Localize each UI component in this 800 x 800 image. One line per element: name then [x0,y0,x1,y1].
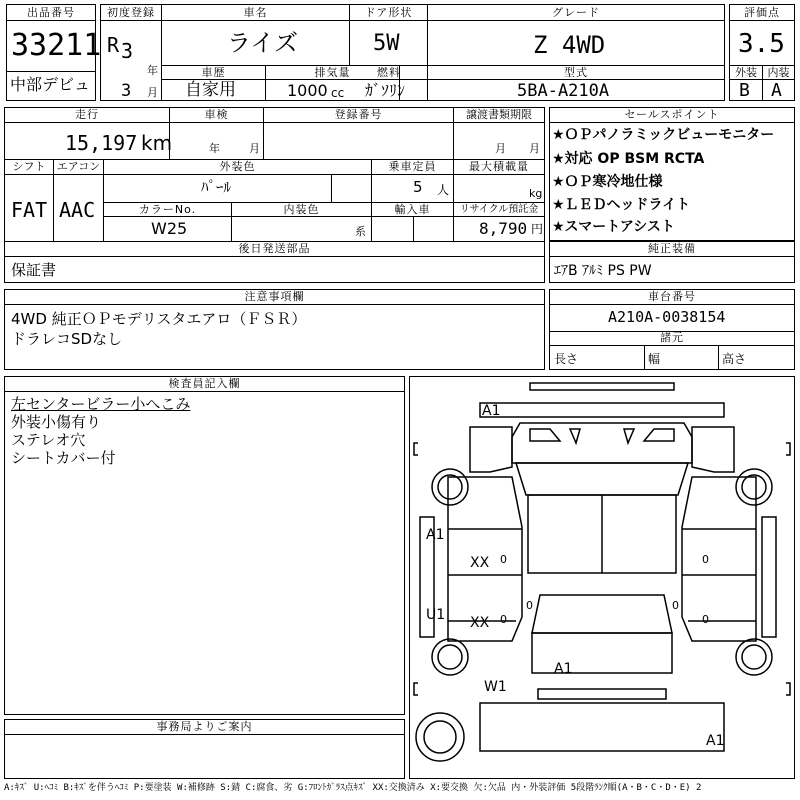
color-no-label: カラーNo. [138,203,197,216]
genuine-equipment-box [549,241,795,283]
recycle-unit: 円 [531,222,544,236]
displacement-value: 1000 [287,81,328,100]
mileage-label: 走行 [75,108,99,121]
mark-a1-front: A1 [482,403,501,419]
chassis-box [549,289,795,370]
bracket-front-left [414,443,418,455]
model-value: 5BA-A210A [517,81,610,101]
ac-value: AAC [59,198,96,222]
sales-point-item: ★ＯＰパノラミックビューモニター [552,127,775,143]
month-unit: 月 [147,86,158,99]
inspector-line: シートカバー付 [11,449,116,467]
chassis-number: A210A-0038154 [608,308,726,326]
front-left-fender [470,427,512,472]
mark-zero: 0 [702,613,709,626]
mark-a1-center: A1 [554,661,573,677]
width-label: 幅 [648,352,661,366]
mark-u1-left: U1 [426,607,446,623]
inspection-year-unit: 年 [209,142,220,155]
wheel-rear-left-inner [438,645,462,669]
rating-label: 評価点 [744,6,780,19]
front-right-fender [692,427,734,472]
rating-value: 3.5 [738,29,785,59]
history-value: 自家用 [185,80,236,100]
office-label: 事務局よりご案内 [156,720,253,733]
fuel-label: 燃料 [377,66,401,79]
capacity-label: 乗車定員 [388,160,437,173]
lot-number-box [6,4,102,101]
mark-zero: 0 [672,599,679,612]
windshield [516,463,688,495]
transfer-label: 譲渡書類期限 [466,108,532,121]
chassis-label: 車台番号 [648,290,696,303]
specs-box [4,107,545,283]
model-label: 型式 [564,66,588,79]
right-body [682,477,756,641]
recycle-label: リサイクル預託金 [459,204,539,215]
right-skirt [762,517,776,637]
history-label: 車歴 [201,66,226,79]
wheel-rear-right-inner [742,645,766,669]
lot-number: 33211 [11,28,102,63]
rear-bumper [538,689,666,699]
displacement-label: 排気量 [314,66,351,79]
recycle-value: 8,790 [479,219,528,238]
capacity-unit: 人 [437,183,450,197]
inspection-label: 車検 [204,108,229,121]
exterior-color-label: 外装色 [219,160,256,173]
tailgate [532,633,672,673]
interior-color-suffix: 系 [355,225,366,238]
later-parts-label: 後日発送部品 [238,242,311,255]
wheel-front-left-inner [438,475,462,499]
interior-color-label: 内装色 [283,203,320,216]
notes-label: 注意事項欄 [244,290,305,303]
sales-point-item: ★ＯＰ寒冷地仕様 [552,174,663,190]
notes-line: ドラレコSDなし [11,330,123,348]
door-value: 5W [373,31,400,56]
year-unit: 年 [147,64,158,77]
headlight-left [530,429,560,441]
car-name-label: 車名 [243,6,268,19]
inspector-line: 外装小傷有り [11,413,102,431]
sales-points-box [549,107,795,241]
notes-line: 4WD 純正ＯＰモデリスタエアロ（ＦＳＲ） [11,310,307,328]
car-diagram [409,376,795,779]
ac-label: エアコン [56,160,101,173]
transfer-month-unit: 月 [495,142,506,155]
grade-label: グレード [552,6,600,19]
inspector-box [4,376,405,715]
bracket-rear-right [786,683,790,695]
door-label: ドア形状 [364,6,413,19]
interior-label: 内装 [767,66,790,79]
mark-zero: 0 [526,599,533,612]
sales-points-label: セールスポイント [624,108,720,121]
fuel-value: ｶﾞｿﾘﾝ [365,81,406,100]
rear-panel [480,703,724,751]
grade-value: Z 4WD [533,31,606,59]
mark-xx-lower: XX [470,615,490,631]
genuine-equipment-label: 純正装備 [648,242,696,255]
dims-label: 諸元 [660,331,684,344]
sales-point-item: ★スマートアシスト [552,219,675,235]
shift-label: シフト [12,160,46,173]
header-box [100,4,725,101]
spare-wheel-inner [424,721,456,753]
mark-w1-rear: W1 [484,679,507,695]
bracket-front-right [786,443,790,455]
headlight-right [644,429,674,441]
mileage-value: 15,197 [65,131,138,155]
year-value: 3 [121,39,134,63]
spare-wheel [416,713,464,761]
reg-number-label: 登録番号 [334,108,383,121]
mark-a1-left: A1 [426,527,445,543]
lot-number-label: 出品番号 [27,6,75,19]
length-label: 長さ [554,352,579,366]
front-bumper-strip [530,383,674,390]
displacement-unit: cc [331,86,345,100]
max-load-unit: kg [529,187,543,200]
exterior-color-value: ﾊﾟｰﾙ [201,178,232,196]
mark-zero: 0 [500,553,507,566]
max-load-label: 最大積載量 [469,160,529,173]
sales-point-item: ★ＬＥＤヘッドライト [552,197,691,213]
interior-grade: A [771,80,782,101]
capacity-value: 5 [413,178,423,196]
legend-text: A:ｷｽﾞ U:ﾍｺﾐ B:ｷｽﾞを伴うﾍｺﾐ P:要塗装 W:補修跡 S:錆 C:腐食、劣 G:ﾌﾛﾝﾄｶﾞﾗｽ点ｷｽﾞ XX:交換済み X:要交換 欠:欠品 内・外装評価 5段階ﾗﾝｸ順(A・B・C・D・E) 2 [4,783,702,793]
inspector-label: 検査員記入欄 [168,377,241,390]
wheel-front-right-inner [742,475,766,499]
notes-box [4,289,545,370]
shift-value: FAT [11,198,48,222]
mark-zero: 0 [500,613,507,626]
mark-xx-upper: XX [470,555,490,571]
office-box [4,719,405,779]
mileage-unit: km [141,131,173,155]
exterior-label: 外装 [735,66,757,79]
car-diagram-svg [410,377,794,778]
grille-mark-right [624,429,634,443]
rear-window [532,595,672,633]
bracket-rear-left [414,683,418,695]
mark-a1-rear: A1 [706,733,725,749]
inspector-line: ステレオ穴 [11,431,86,449]
transfer-day-unit: 月 [529,142,540,155]
car-name: ライズ [227,29,299,57]
import-label: 輸入車 [394,203,431,216]
exterior-grade: B [739,80,750,101]
mark-zero: 0 [702,553,709,566]
inspection-month-unit: 月 [249,142,260,155]
genuine-equipment-value: ｴｱB ｱﾙﾐ PS PW [554,263,652,279]
later-parts-value: 保証書 [11,261,57,279]
month-value: 3 [121,81,132,101]
color-no-value: W25 [151,219,188,238]
front-bumper [480,403,724,417]
era-value: R [107,33,120,57]
inspector-line: 左センタービラー小へこみ [11,395,191,413]
sales-point-item: ★対応 OP BSM RCTA [552,151,705,167]
first-reg-label: 初度登録 [107,6,155,19]
grille-mark-left [570,429,580,443]
debut-label: 中部デビュ [10,75,91,94]
height-label: 高さ [722,352,747,366]
rating-box [729,4,795,101]
